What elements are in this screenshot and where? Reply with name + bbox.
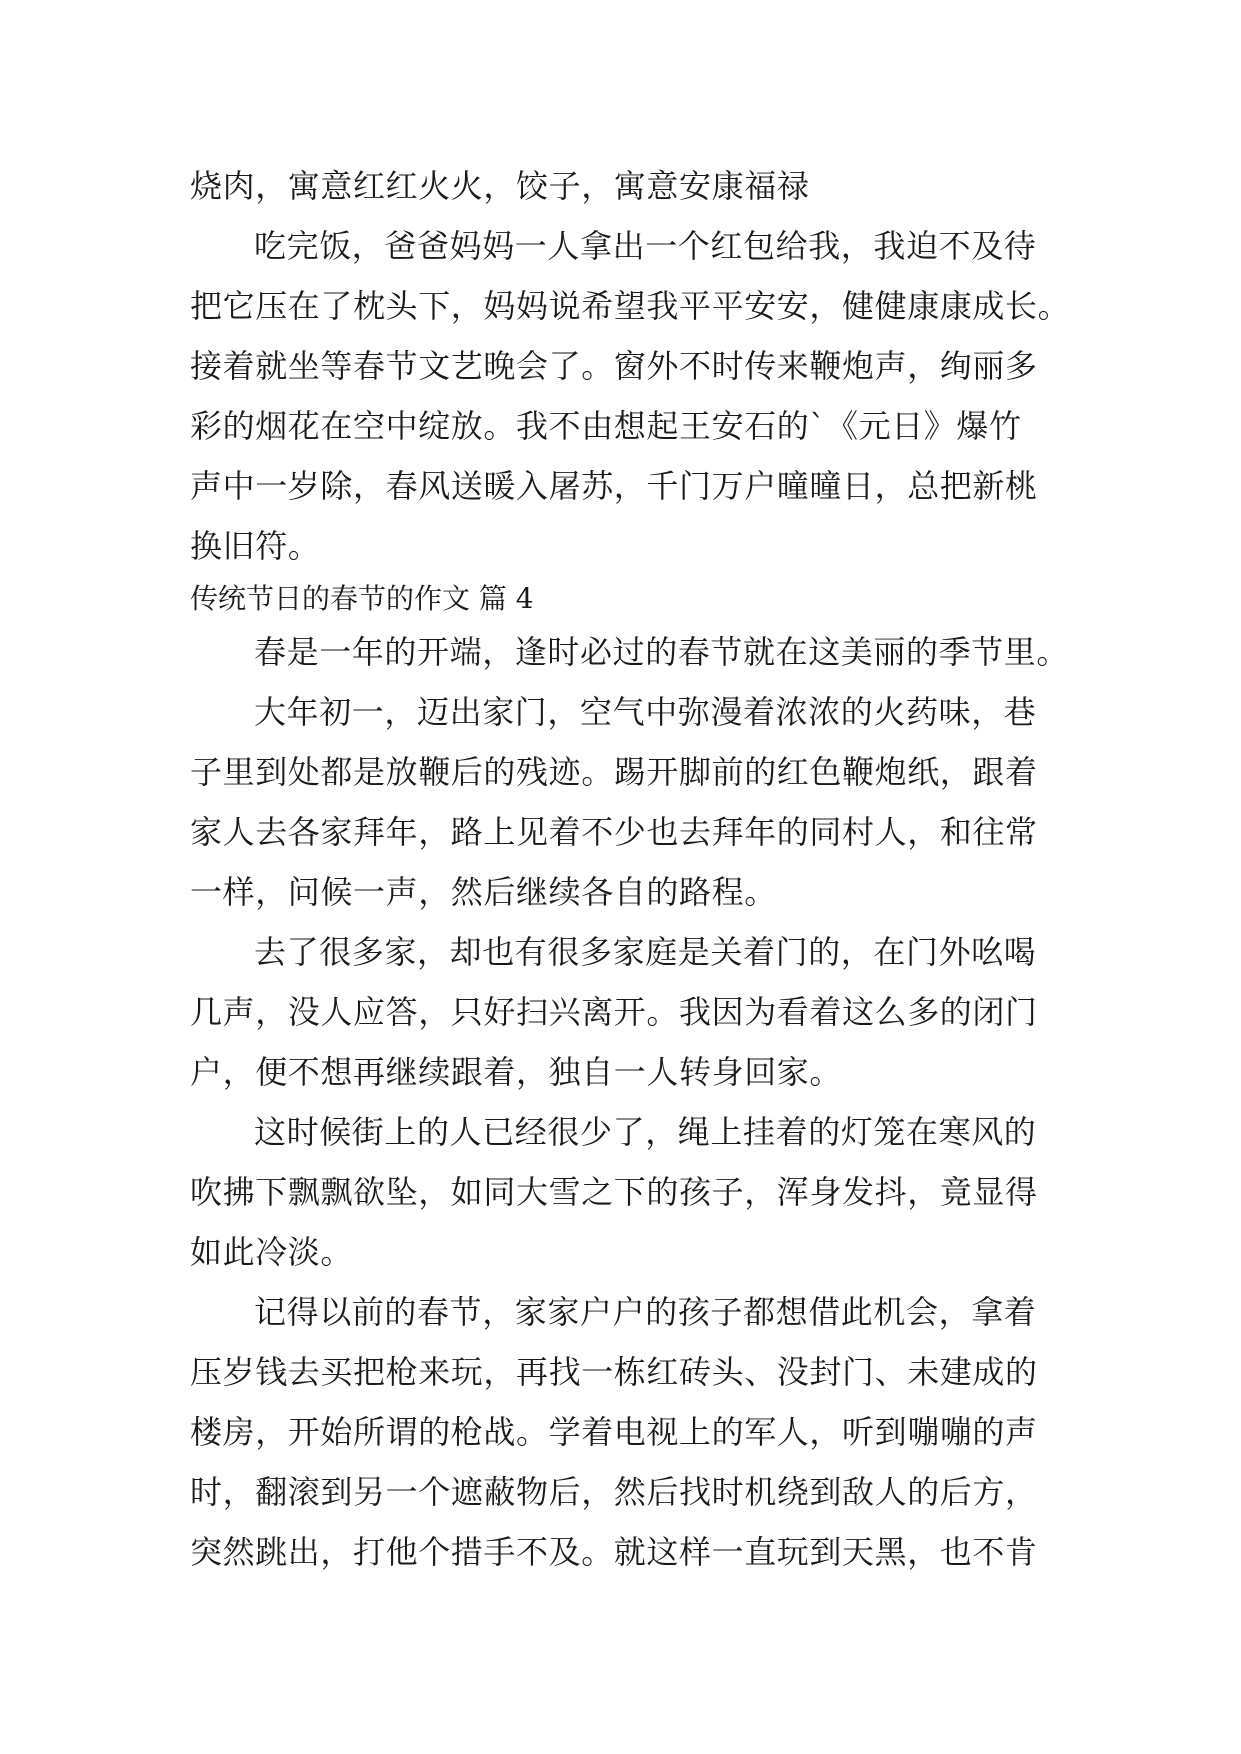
text-line: 春是一年的开端，逢时必过的春节就在这美丽的季节里。: [254, 633, 1070, 671]
text-line: 吹拂下飘飘欲坠，如同大雪之下的孩子，浑身发抖，竟显得: [190, 1173, 1038, 1211]
text-line: 楼房，开始所谓的枪战。学着电视上的军人，听到嘣嘣的声: [190, 1413, 1038, 1451]
text-line: 一样，问候一声，然后继续各自的路程。: [190, 873, 777, 911]
text-line: 如此冷淡。: [190, 1233, 354, 1271]
text-line: 吃完饭，爸爸妈妈一人拿出一个红包给我，我迫不及待: [254, 227, 1037, 265]
text-line: 接着就坐等春节文艺晚会了。窗外不时传来鞭炮声，绚丽多: [190, 347, 1038, 385]
text-line: 声中一岁除，春风送暖入屠苏，千门万户曈曈日，总把新桃: [190, 467, 1038, 505]
text-line: 压岁钱去买把枪来玩，再找一栋红砖头、没封门、未建成的: [190, 1353, 1038, 1391]
text-line: 时，翻滚到另一个遮蔽物后，然后找时机绕到敌人的后方，: [190, 1473, 1038, 1511]
text-line: 这时候街上的人已经很少了，绳上挂着的灯笼在寒风的: [254, 1113, 1037, 1151]
text-line: 换旧符。: [190, 527, 321, 565]
text-line: 户，便不想再继续跟着，独自一人转身回家。: [190, 1053, 843, 1091]
text-line: 把它压在了枕头下，妈妈说希望我平平安安，健健康康成长。: [190, 287, 1071, 325]
text-line: 彩的烟花在空中绽放。我不由想起王安石的`《元日》爆竹: [190, 407, 1022, 445]
text-line: 去了很多家，却也有很多家庭是关着门的，在门外吆喝: [254, 933, 1037, 971]
text-line: 记得以前的春节，家家户户的孩子都想借此机会，拿着: [254, 1293, 1037, 1331]
section-heading: 传统节日的春节的作文 篇 4: [190, 582, 534, 615]
text-line: 烧肉，寓意红红火火，饺子，寓意安康福禄: [190, 167, 810, 205]
text-line: 突然跳出，打他个措手不及。就这样一直玩到天黑，也不肯: [190, 1533, 1038, 1571]
text-line: 子里到处都是放鞭后的残迹。踢开脚前的红色鞭炮纸，跟着: [190, 753, 1038, 791]
text-line: 家人去各家拜年，路上见着不少也去拜年的同村人，和往常: [190, 813, 1038, 851]
text-line: 几声，没人应答，只好扫兴离开。我因为看着这么多的闭门: [190, 993, 1038, 1031]
text-line: 大年初一，迈出家门，空气中弥漫着浓浓的火药味，巷: [254, 693, 1037, 731]
